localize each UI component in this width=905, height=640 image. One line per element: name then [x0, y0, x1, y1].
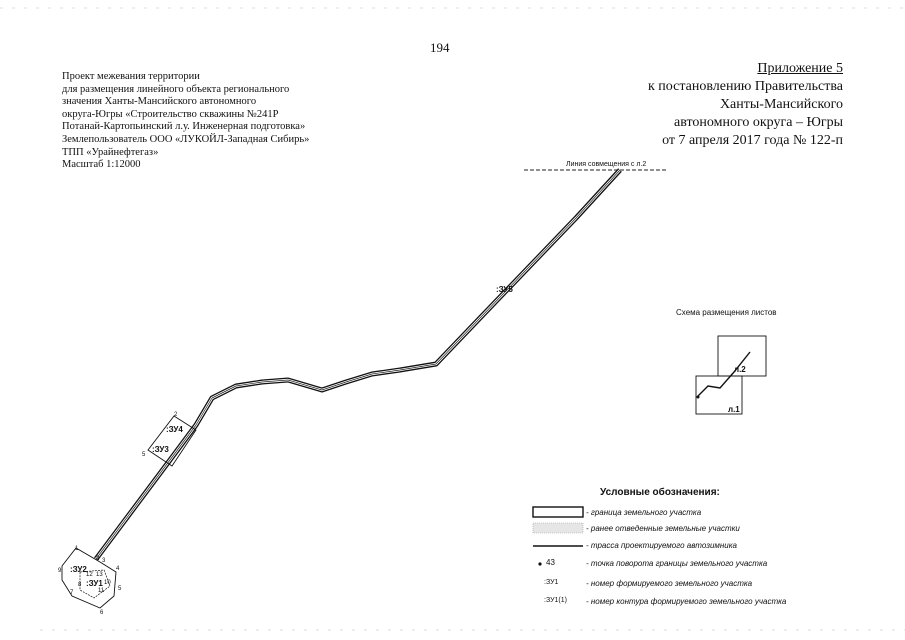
parcel-zu2-label: :ЗУ2	[70, 565, 87, 574]
project-line-7: ТПП «Урайнефтегаз»	[62, 146, 159, 158]
point-6: 6	[100, 610, 104, 616]
legend-item-label: - трасса проектируемого автозимника	[586, 541, 737, 550]
project-line-1: Проект межевания территории	[62, 71, 200, 82]
alignment-label: Линия совмещения с л.2	[566, 161, 647, 168]
legend-symbol-point-number: 43	[546, 558, 555, 567]
appendix-line-4: автономного округа – Югры	[674, 115, 843, 130]
point-3: 3	[102, 558, 106, 564]
project-line-3: значения Ханты-Мансийского автономного	[62, 96, 257, 108]
parcel-zu3-label: :ЗУ3	[152, 445, 169, 454]
point-5: 5	[118, 586, 122, 592]
legend-item-label: - номер контура формируемого земельного участка	[586, 597, 787, 606]
appendix-line-5: от 7 апреля 2017 года № 122-п	[662, 133, 843, 148]
appendix-line-2: к постановлению Правительства	[647, 79, 843, 94]
parcel-zu3-point-5: 5	[142, 452, 146, 458]
legend-symbol-point	[538, 562, 541, 565]
point-7: 7	[70, 590, 74, 596]
point-13: 13	[96, 572, 103, 578]
parcel-zu5-label: :ЗУ5	[496, 285, 513, 294]
legend-symbol-boundary	[533, 507, 583, 517]
legend-symbol-contour-number: :ЗУ1(1)	[544, 597, 567, 604]
schema-title: Схема размещения листов	[676, 308, 777, 317]
route-corridor	[96, 170, 620, 559]
point-8: 8	[78, 582, 82, 588]
point-1: 1	[75, 546, 79, 552]
parcel-zu1-zu2	[62, 548, 116, 608]
point-9: 9	[58, 568, 62, 574]
appendix-line-3: Ханты-Мансийского	[719, 97, 843, 112]
parcel-zu3-point-2: 2	[174, 412, 178, 418]
project-line-6: Землепользователь ООО «ЛУКОЙЛ-Западная Сибирь»	[62, 133, 310, 145]
point-11: 11	[98, 588, 105, 594]
page-number: 194	[430, 40, 450, 55]
legend-symbol-parcel-number: :ЗУ1	[544, 579, 559, 586]
project-line-4: округа-Югры «Строительство скважины №241Р	[62, 108, 279, 120]
parcel-zu4-label: :ЗУ4	[166, 425, 183, 434]
point-12: 12	[86, 572, 93, 578]
sheet-schema	[696, 336, 766, 414]
parcel-zu1-label: :ЗУ1	[86, 579, 103, 588]
legend-item-label: - граница земельного участка	[586, 508, 702, 517]
project-line-8: Масштаб 1:12000	[62, 159, 141, 171]
legend-item-label: - номер формируемого земельного участка	[586, 579, 753, 588]
legend-item-label: - ранее отведенные земельные участки	[586, 524, 740, 533]
legend-title: Условные обозначения:	[600, 487, 720, 498]
point-4: 4	[116, 566, 120, 572]
appendix-line-1: Приложение 5	[757, 61, 843, 76]
legend-item-label: - точка поворота границы земельного участка	[586, 559, 768, 568]
sheet-2-label: л.2	[734, 365, 746, 374]
project-line-5: Потанай-Картопьинский л.у. Инженерная подготовка»	[62, 121, 306, 133]
legend-symbol-prior-parcels	[533, 523, 583, 533]
point-2: 2	[96, 556, 100, 562]
sheet-1-label: л.1	[728, 405, 740, 414]
project-line-2: для размещения линейного объекта регионального	[62, 83, 290, 95]
point-10: 10	[104, 580, 111, 586]
